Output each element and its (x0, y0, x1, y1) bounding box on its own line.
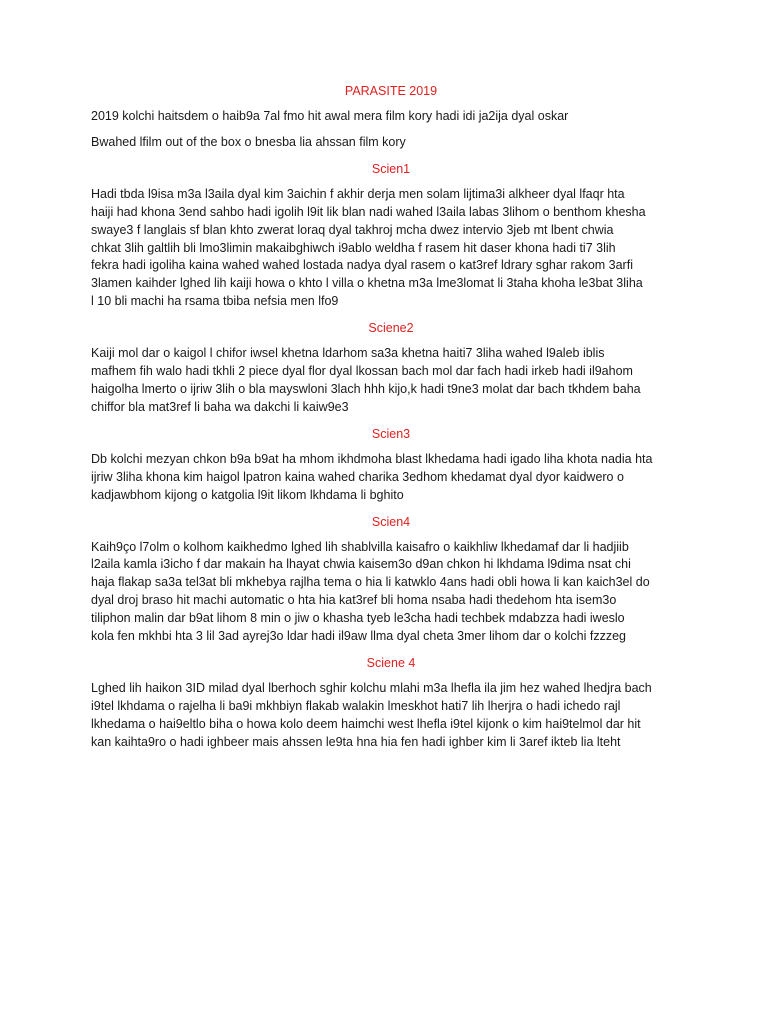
section-heading-4: Scien4 (371, 514, 411, 529)
section-text-4: Kaih9ço l7olm o kolhom kaikhedmo lghed lih shablvilla kaisafro o kaikhliw lkhedamaf dar li hadjiib l2aila kamla i3icho f dar makain ha lhayat chwia kaisem3o d9an chkon hi lkhdama l9dima nsat chi haja flakap sa3a tel3at bli mkhebya rajlha tema o hia li katwklo 4ans hadi obli howa li kan kaich3el do dyal droj braso hit machi automatic o hta hia kat3ref bli homa nsaba hadi thedehom hta isem3o tiliphon malin dar b9at lihom 8 min o jiw o khasha tyeb le3cha hadi techbek mdabzza hadi iweslo kola fen mkhbi hta 3 lil 3ad ayrej3o ldar hadi il9aw llma dyal cheta 3mer lihom dar o kolchi fzzzeg (91, 539, 650, 644)
intro-paragraph-1: 2019 kolchi haitsdem o haib9a 7al fmo hit awal mera film kory hadi idi ja2ija dyal oskar (91, 109, 569, 123)
document-title: PARASITE 2019 (344, 84, 438, 98)
document-page (91, 82, 691, 760)
section-text-5: Lghed lih haikon 3ID milad dyal lberhoch sghir kolchu mlahi m3a lhefla ila jim hez wahed lhedjra bach i9tel lkhdama o rajelha li ba9i mkhbiyn flakab walakin lmeskhot hati7 lih lherjra o hadi ichedo rajl lkhedama o hai9eltlo biha o howa kolo deem haimchi west lhefla i9tel kijonk o kim hai9telmol dar hit kan kaihta9ro o hadi ighbeer mais ahssen le9ta hna hia fen hadi ighber kim li 3aref ikteb lia lteht (91, 680, 652, 749)
section-heading-3: Scien3 (371, 426, 411, 441)
section-text-2: Kaiji mol dar o kaigol l chifor iwsel khetna ldarhom sa3a khetna haiti7 3liha wahed l9aleb iblis mafhem fih walo hadi tkhli 2 piece dyal flor dyal lkossan bach mol dar fach hadi irkeb hadi il9ahom haigolha lmerto o ijriw 3lih o bla mayswloni 3lach hhh kijo,k hadi t9ne3 molat dar bach tkhdem baha chiffor bla mat3ref li baha wa dakchi li kaiw9e3 (91, 346, 641, 414)
intro-paragraph-2: Bwahed lfilm out of the box o bnesba lia ahssan film kory (91, 134, 406, 149)
section-text-3: Db kolchi mezyan chkon b9a b9at ha mhom ikhdmoha blast lkhedama hadi igado liha khota nadia hta ijriw 3liha khona kim haigol lpatron kaina wahed charika 3edhom khedamat dyal dyor kaidwero o kadjawbhom kijong o katgolia l9it likom lkhdama li bghito (91, 451, 653, 502)
section-heading-2: Sciene2 (368, 321, 414, 336)
section-heading-5: Sciene 4 (366, 655, 416, 670)
section-heading-1: Scien1 (371, 161, 411, 176)
section-text-1: Hadi tbda l9isa m3a l3aila dyal kim 3aichin f akhir derja men solam lijtima3i alkheer dyal lfaqr hta haiji had khona 3end sahbo hadi igolih l9it lik blan nadi wahed l3aila labas 3lihom o benthom khesha swaye3 f langlais sf blan khto zwerat loraq dyal takhroj mcha dwez intervio 3jeb mt lbent chwia chkat 3lih galtlih bli lmo3limin makaibghiwch i9ablo weldha f rasem hit daser khona hadi ti7 3lih fekra hadi igoliha kaina wahed wahed lostada nadya dyal rasem o kat3ref ldrary sghar rakom 3arfi 3lamen kaihder lghed lih kaiji howa o khto l villa o khetna m3a lme3lomat li 3taha khoha le3bat 3liha l 10 bli machi ha rsama tbiba nefsia men lfo9 (91, 186, 646, 309)
